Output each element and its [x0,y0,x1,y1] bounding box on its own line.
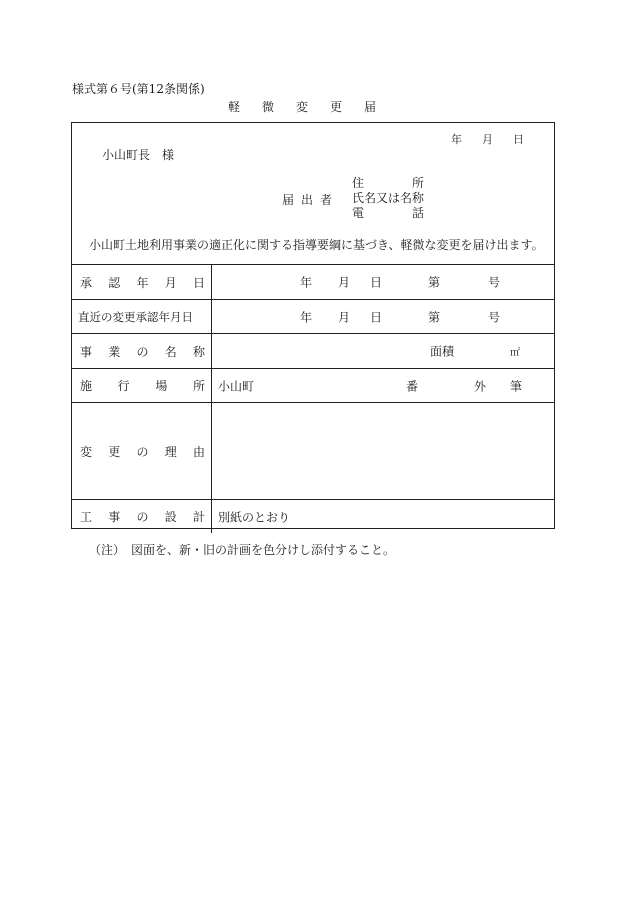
date-month: 月 [482,133,493,146]
field-name: 氏名又は名称 [352,191,425,205]
value-reason[interactable] [212,403,554,499]
submitter-fields [352,176,424,221]
label-location: 施 行 場 所 [80,379,205,393]
row-approval-date [72,264,554,299]
field-address: 住 所 [352,176,424,190]
submitter-role: 届出者 [282,193,340,207]
value-recent-change[interactable]: 年 月 日 第 号 [300,310,501,324]
label-recent-change: 直近の変更承認年月日 [78,309,193,324]
row-recent-change [72,299,554,333]
form-number: 様式第６号(第12条関係) [72,82,205,96]
row-project-name [72,333,554,368]
label-design: 工 事 の 設 計 [80,510,205,524]
submission-date [451,131,524,147]
row-reason [72,402,554,499]
value-design[interactable]: 別紙のとおり [218,510,291,524]
date-day: 日 [513,133,524,146]
label-reason: 変 更 の 理 由 [80,444,205,459]
form-table [72,264,554,533]
note: （注） 図面を、新・旧の計画を色分けし添付すること。 [89,543,396,557]
value-project-name[interactable]: 面積 ㎡ [430,344,520,359]
form-box [71,122,555,529]
row-design [72,499,554,533]
field-phone: 電 話 [352,206,424,220]
statement: 小山町土地利用事業の適正化に関する指導要綱に基づき、軽微な変更を届け出ます。 [89,238,544,252]
row-location [72,368,554,402]
value-location[interactable]: 小山町 番 外 筆 [218,379,523,393]
value-approval-date[interactable]: 年 月 日 第 号 [300,275,501,290]
label-project-name: 事 業 の 名 称 [80,344,205,359]
addressee: 小山町長 様 [102,148,175,162]
label-approval-date: 承 認 年 月 日 [80,275,205,290]
document-title: 軽微変更届 [228,100,399,114]
date-year: 年 [451,133,462,146]
